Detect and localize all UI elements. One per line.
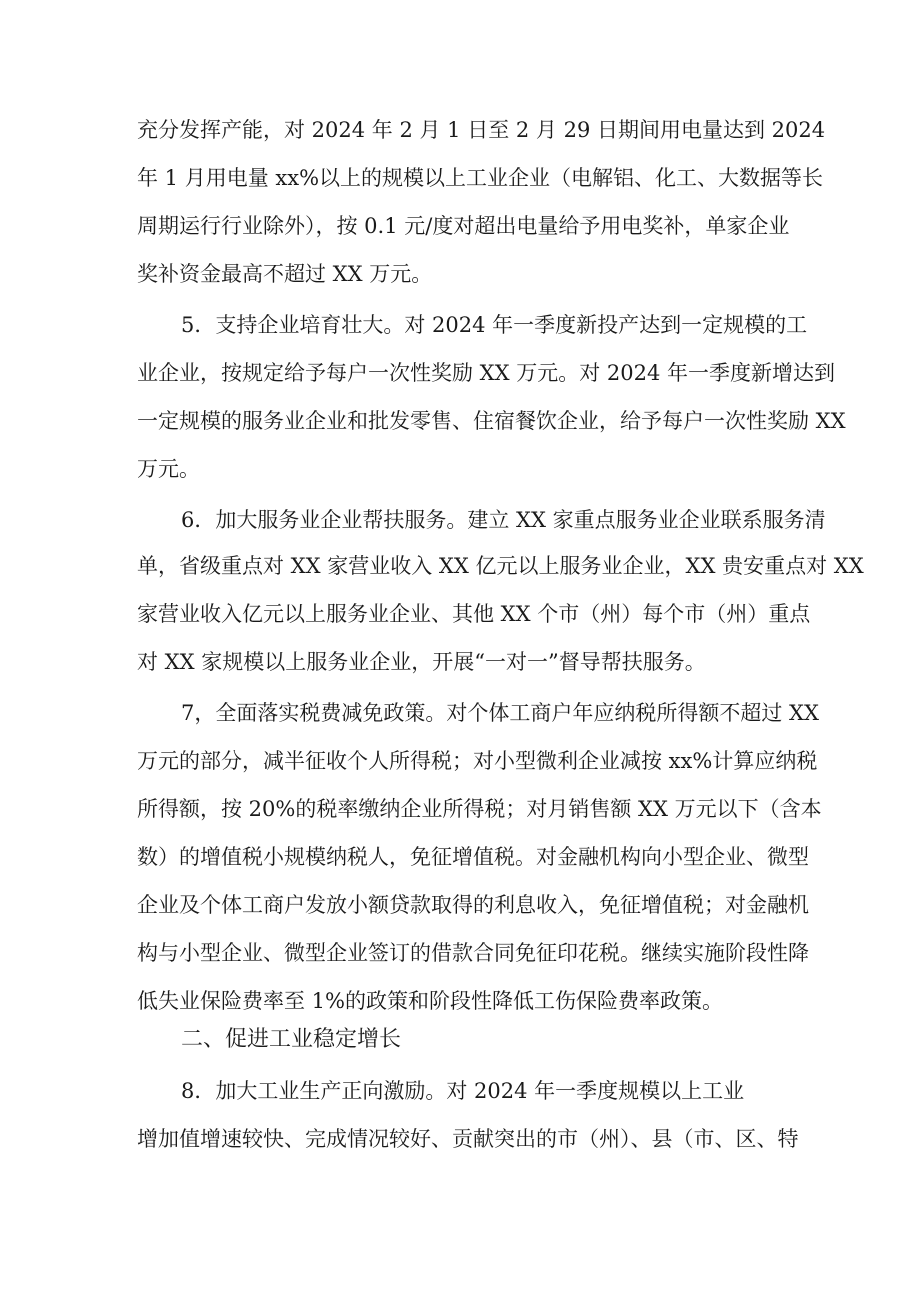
- paragraph-line: 周期运行行业除外），按 0.1 元/度对超出电量给予用电奖补，单家企业: [137, 214, 790, 238]
- paragraph-line: 低失业保险费率至 1%的政策和阶段性降低工伤保险费率政策。: [137, 989, 723, 1013]
- paragraph-line: 所得额，按 20%的税率缴纳企业所得税；对月销售额 XX 万元以下（含本: [137, 797, 822, 821]
- paragraph-line: 业企业，按规定给予每户一次性奖励 XX 万元。对 2024 年一季度新增达到: [137, 361, 836, 385]
- paragraph-line: 6．加大服务业企业帮扶服务。建立 XX 家重点服务业企业联系服务清: [181, 508, 826, 532]
- paragraph-line: 数）的增值税小规模纳税人，免征增值税。对金融机构向小型企业、微型: [137, 845, 809, 869]
- paragraph-line: 对 XX 家规模以上服务业企业，开展“一对一”督导帮扶服务。: [137, 650, 706, 674]
- paragraph-line: 5．支持企业培育壮大。对 2024 年一季度新投产达到一定规模的工: [181, 313, 808, 337]
- paragraph-line: 7，全面落实税费减免政策。对个体工商户年应纳税所得额不超过 XX: [181, 701, 819, 725]
- paragraph-line: 单，省级重点对 XX 家营业收入 XX 亿元以上服务业企业，XX 贵安重点对 XX: [137, 554, 864, 578]
- paragraph-line: 奖补资金最高不超过 XX 万元。: [137, 262, 433, 286]
- paragraph-line: 构与小型企业、微型企业签订的借款合同免征印花税。继续实施阶段性降: [137, 941, 809, 965]
- section-heading: 二、促进工业稳定增长: [181, 1027, 402, 1052]
- paragraph-line: 万元。: [137, 457, 200, 481]
- paragraph-line: 一定规模的服务业企业和批发零售、住宿餐饮企业，给予每户一次性奖励 XX: [137, 409, 846, 433]
- paragraph-line: 万元的部分，减半征收个人所得税；对小型微利企业减按 xx%计算应纳税: [137, 749, 818, 773]
- paragraph-line: 增加值增速较快、完成情况较好、贡献突出的市（州）、县（市、区、特: [137, 1127, 799, 1151]
- paragraph-line: 8．加大工业生产正向激励。对 2024 年一季度规模以上工业: [181, 1079, 745, 1103]
- paragraph-line: 家营业收入亿元以上服务业企业、其他 XX 个市（州）每个市（州）重点: [137, 602, 811, 626]
- paragraph-line: 年 1 月用电量 xx%以上的规模以上工业企业（电解铝、化工、大数据等长: [137, 166, 824, 190]
- paragraph-line: 企业及个体工商户发放小额贷款取得的利息收入，免征增值税；对金融机: [137, 893, 809, 917]
- paragraph-line: 充分发挥产能，对 2024 年 2 月 1 日至 2 月 29 日期间用电量达到 2024: [137, 118, 826, 142]
